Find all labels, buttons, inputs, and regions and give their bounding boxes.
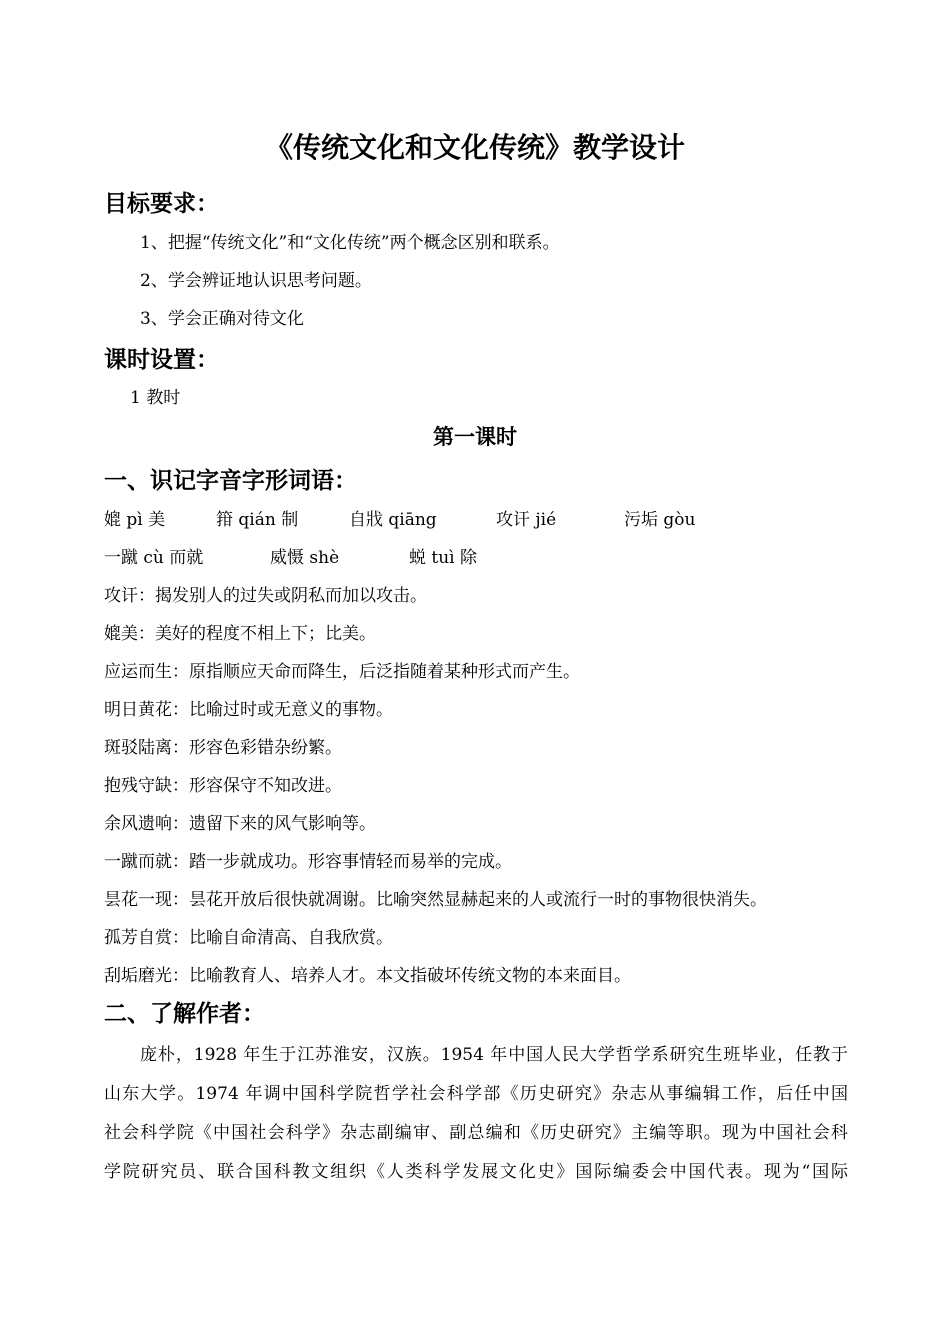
vocab-word: 一蹴 cù 而就: [104, 548, 204, 568]
document-title: 《传统文化和文化传统》教学设计: [264, 131, 685, 164]
vocab-word: 蜕 tuì 除: [409, 548, 478, 568]
vocab-heading: 一、识记字音字形词语：: [104, 468, 357, 494]
vocab-word: 威慑 shè: [270, 548, 340, 568]
objective-item-2: 2、学会辨证地认识思考问题。: [140, 271, 372, 291]
definition-item: 孤芳自赏：比喻自命清高、自我欣赏。: [104, 928, 393, 948]
objectives-heading: 目标要求：: [104, 191, 219, 217]
author-bio-line: 山东大学。1974 年调中国科学院哲学社会科学部《历史研究》杂志从事编辑工作，后任中国: [104, 1084, 848, 1104]
vocab-word: 箝 qián 制: [216, 510, 299, 530]
definition-item: 明日黄花：比喻过时或无意义的事物。: [104, 700, 393, 720]
vocab-word: 媲 pì 美: [104, 510, 166, 530]
author-heading: 二、了解作者：: [104, 1001, 265, 1027]
definition-item: 刮垢磨光：比喻教育人、培养人才。本文指破坏传统文物的本来面目。: [104, 966, 631, 986]
definition-item: 昙花一现：昙花开放后很快就凋谢。比喻突然显赫起来的人或流行一时的事物很快消失。: [104, 890, 767, 910]
schedule-text: 1 教时: [130, 388, 181, 408]
objective-item-1: 1、把握“传统文化”和“文化传统”两个概念区别和联系。: [140, 233, 560, 253]
author-bio-line: 社会科学院《中国社会科学》杂志副编审、副总编和《历史研究》主编等职。现为中国社会科: [104, 1123, 848, 1143]
definition-item: 应运而生：原指顺应天命而降生，后泛指随着某种形式而产生。: [104, 662, 580, 682]
definition-item: 攻讦：揭发别人的过失或阴私而加以攻击。: [104, 586, 427, 606]
schedule-heading: 课时设置：: [104, 347, 219, 373]
vocab-word: 攻讦 jié: [496, 510, 557, 530]
vocab-word: 污垢 gòu: [624, 510, 696, 530]
definition-item: 斑驳陆离：形容色彩错杂纷繁。: [104, 738, 342, 758]
author-bio-line: 庞朴，1928 年生于江苏淮安，汉族。1954 年中国人民大学哲学系研究生班毕业，任教于: [140, 1045, 848, 1065]
definition-item: 媲美：美好的程度不相上下；比美。: [104, 624, 376, 644]
definition-item: 一蹴而就：踏一步就成功。形容事情轻而易举的完成。: [104, 852, 512, 872]
objective-item-3: 3、学会正确对待文化: [140, 309, 304, 329]
definition-item: 抱残守缺：形容保守不知改进。: [104, 776, 342, 796]
author-bio-line: 学院研究员、联合国科教文组织《人类科学发展文化史》国际编委会中国代表。现为“国际: [104, 1162, 848, 1182]
vocab-word: 自戕 qiāng: [349, 510, 437, 530]
lesson-title: 第一课时: [433, 425, 517, 449]
definition-item: 余风遗响：遗留下来的风气影响等。: [104, 814, 376, 834]
